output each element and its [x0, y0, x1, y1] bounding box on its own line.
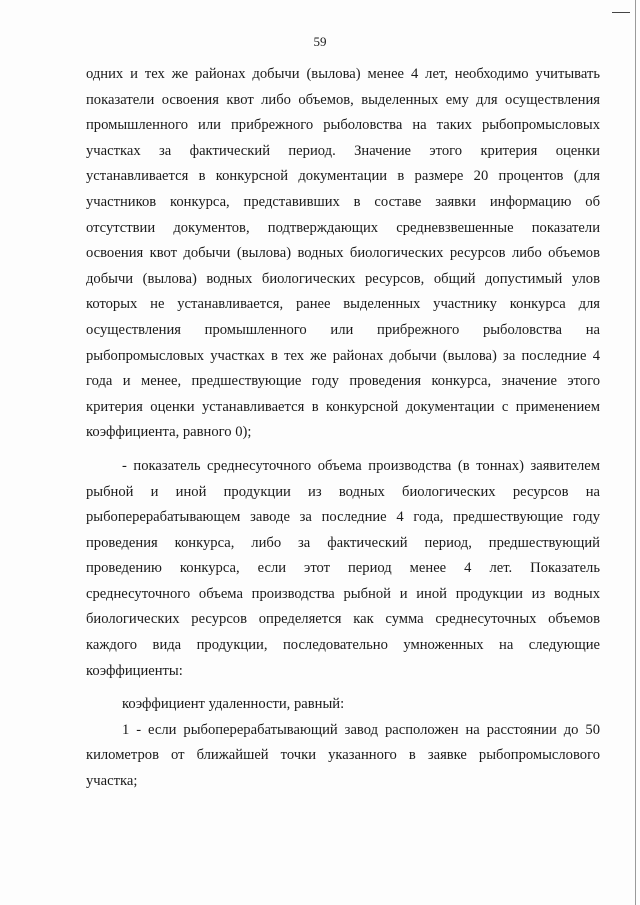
body-text — [86, 62, 600, 795]
text-line: года и менее, предшествующие году проведения конкурса, значение этого — [86, 373, 600, 390]
text-line: коэффициента, равного 0); — [86, 424, 252, 441]
text-line: добычи (вылова) водных биологических ресурсов, общий допустимый улов — [86, 270, 600, 287]
text-line: рыбопромысловых участках в тех же районах добычи (вылова) за последние 4 — [86, 347, 600, 364]
text-line: отсутствии документов, подтверждающих средневзвешенные показатели — [86, 219, 600, 236]
text-line: критерия оценки устанавливается в конкурсной документации с применением — [86, 398, 600, 415]
text-line: которых не устанавливается, ранее выделенных участнику конкурса для — [86, 296, 600, 313]
text-line: промышленного или прибрежного рыболовства на таких рыбопромысловых — [86, 117, 600, 134]
text-line: - показатель среднесуточного объема производства (в тоннах) заявителем — [122, 457, 600, 474]
text-line: участников конкурса, представивших в составе заявки информацию об — [86, 193, 600, 210]
page-edge — [635, 0, 636, 905]
text-line: коэффициенты: — [86, 662, 183, 679]
scan-mark — [612, 12, 630, 13]
text-line: проведению конкурса, если этот период менее 4 лет. Показатель — [86, 560, 600, 577]
text-line: проведения конкурса, либо за фактический период, предшествующий — [86, 534, 600, 551]
text-line: показатели освоения квот либо объемов, выделенных ему для осуществления — [86, 91, 600, 108]
text-line: одних и тех же районах добычи (вылова) менее 4 лет, необходимо учитывать — [86, 66, 600, 82]
text-line: участках за фактический период. Значение этого критерия оценки — [86, 142, 600, 159]
text-line: километров от ближайшей точки указанного в заявке рыбопромыслового — [86, 747, 600, 764]
text-line: рыбоперерабатывающем заводе за последние 4 года, предшествующие году — [86, 509, 600, 526]
text-line: среднесуточного объема производства рыбной и иной продукции из водных — [86, 585, 600, 602]
text-line: устанавливается в конкурсной документации в размере 20 процентов (для — [86, 168, 600, 185]
text-line: биологических ресурсов определяется как сумма среднесуточных объемов — [86, 611, 600, 628]
text-line: каждого вида продукции, последовательно умноженных на следующие — [86, 637, 600, 654]
text-line: коэффициент удаленности, равный: — [122, 696, 345, 713]
page-number: 59 — [313, 34, 327, 49]
text-line: освоения квот добычи (вылова) водных биологических ресурсов либо объемов — [86, 245, 600, 262]
text-line: участка; — [86, 773, 138, 790]
text-line: осуществления промышленного или прибрежного рыболовства на — [86, 321, 600, 338]
text-line: 1 - если рыбоперерабатывающий завод расположен на расстоянии до 50 — [122, 721, 600, 738]
text-line: рыбной и иной продукции из водных биологических ресурсов на — [86, 483, 600, 500]
